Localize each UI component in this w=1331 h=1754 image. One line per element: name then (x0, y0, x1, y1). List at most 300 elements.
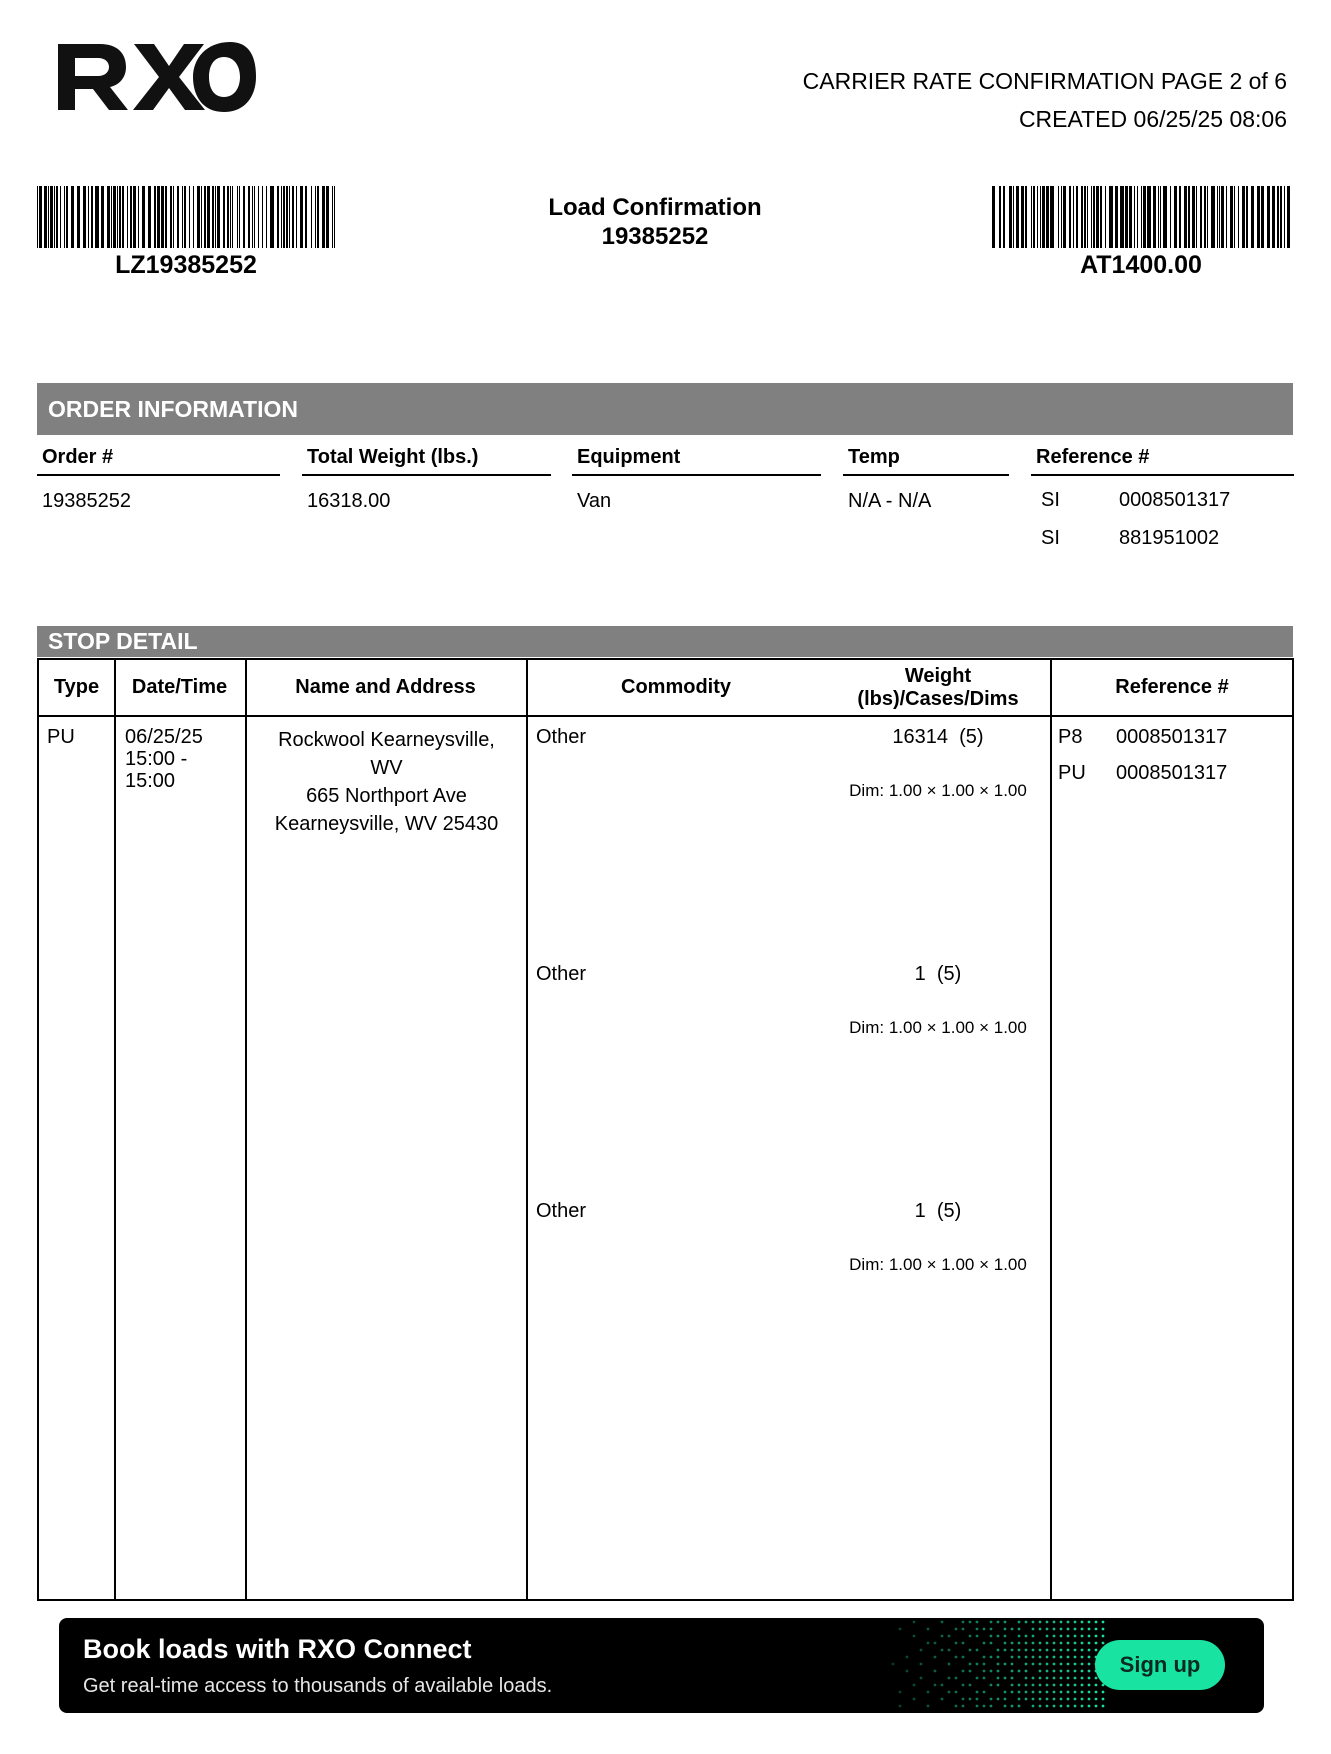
barcode-bar (1221, 186, 1224, 248)
banner-dot (983, 1670, 986, 1673)
banner-dot (976, 1677, 979, 1680)
banner-dot (1088, 1656, 1091, 1659)
banner-dot (990, 1621, 993, 1624)
barcode-bar (56, 186, 58, 248)
barcode-bar (237, 186, 238, 248)
banner-dot (1102, 1621, 1105, 1624)
banner-dot (969, 1684, 972, 1687)
banner-dot (1088, 1705, 1091, 1708)
commodity-dims: Dim: 1.00 × 1.00 × 1.00 (849, 1018, 1027, 1037)
banner-dot (962, 1628, 965, 1631)
barcode-bar (1013, 186, 1014, 248)
equipment-column (572, 446, 821, 513)
banner-dot (1039, 1663, 1042, 1666)
banner-dot (892, 1663, 895, 1666)
reference-header: Reference # (1031, 446, 1294, 476)
barcode-bar (64, 186, 65, 248)
barcode-bar (212, 186, 214, 248)
banner-dot (1046, 1621, 1049, 1624)
barcode-bar (54, 186, 55, 248)
barcode-bar (1284, 186, 1285, 248)
banner-dot (1046, 1670, 1049, 1673)
banner-dot (1095, 1649, 1098, 1652)
banner-dot (997, 1677, 1000, 1680)
banner-subtitle: Get real-time access to thousands of available loads. (83, 1675, 553, 1697)
banner-dot (990, 1705, 993, 1708)
rxo-connect-banner[interactable] (59, 1618, 1264, 1713)
banner-dot (948, 1691, 951, 1694)
weight-header (826, 660, 1050, 715)
barcode-bar (1179, 186, 1181, 248)
barcode-bar (201, 186, 202, 248)
banner-dot (1025, 1670, 1028, 1673)
barcode-bar (148, 186, 151, 248)
banner-dot (1074, 1656, 1077, 1659)
banner-dot (1004, 1691, 1007, 1694)
barcode-bar (83, 186, 86, 248)
banner-dot (913, 1635, 916, 1638)
barcode-bar (305, 186, 307, 248)
banner-dot (1067, 1698, 1070, 1701)
barcode-bar (1277, 186, 1279, 248)
barcode-right-label: AT1400.00 (1080, 251, 1202, 279)
barcode-bar (1238, 186, 1239, 248)
barcode-bar (60, 186, 61, 248)
barcode-bar (1251, 186, 1254, 248)
banner-dot (1025, 1635, 1028, 1638)
barcode-bar (1076, 186, 1078, 248)
banner-dot (1025, 1621, 1028, 1624)
banner-dot (1053, 1691, 1056, 1694)
banner-dot (983, 1663, 986, 1666)
barcode-bar (127, 186, 128, 248)
banner-dot (969, 1670, 972, 1673)
barcode-bar (1100, 186, 1102, 248)
barcode-bar (227, 186, 229, 248)
load-confirmation-heading (505, 193, 805, 251)
banner-dot (1067, 1656, 1070, 1659)
barcode-bar (1242, 186, 1245, 248)
banner-dot (1081, 1684, 1084, 1687)
barcode-bar (138, 186, 139, 248)
barcode-bar (130, 186, 132, 248)
barcode-bar (182, 186, 183, 248)
reference-type: SI (1041, 488, 1060, 511)
banner-dot (969, 1698, 972, 1701)
banner-dot (983, 1628, 986, 1631)
banner-dot (934, 1642, 937, 1645)
equipment-header: Equipment (572, 446, 821, 476)
barcode-bar (1267, 186, 1270, 248)
barcode-bar (311, 186, 312, 248)
banner-dot (955, 1656, 958, 1659)
barcode-bar (50, 186, 53, 248)
commodity-weight: 1 (5) (914, 963, 962, 985)
banner-dot (1018, 1635, 1021, 1638)
reference-value: 881951002 (1119, 526, 1220, 549)
banner-dot (1095, 1684, 1098, 1687)
stop-date: 06/25/25 (125, 726, 203, 748)
barcode-bar (173, 186, 174, 248)
barcode-left-label: LZ19385252 (115, 251, 257, 279)
commodity-name: Other (536, 726, 587, 748)
banner-dot (962, 1621, 965, 1624)
commodity-name: Other (536, 1200, 587, 1222)
banner-dot (1025, 1663, 1028, 1666)
banner-dot (1081, 1670, 1084, 1673)
banner-dot (1046, 1677, 1049, 1680)
banner-dot (1053, 1698, 1056, 1701)
barcode-bar (77, 186, 80, 248)
banner-dot (1053, 1628, 1056, 1631)
banner-dot (1067, 1684, 1070, 1687)
banner-dot (913, 1684, 916, 1687)
barcode-bar (992, 186, 995, 248)
barcode-bar (1219, 186, 1220, 248)
banner-dot (899, 1705, 902, 1708)
banner-dot (1011, 1649, 1014, 1652)
banner-dot (955, 1642, 958, 1645)
total-weight-column (302, 446, 551, 513)
barcode-bar (119, 186, 121, 248)
banner-dot (1074, 1663, 1077, 1666)
reference-row (1031, 519, 1294, 557)
banner-dot (997, 1670, 1000, 1673)
banner-dot (1018, 1642, 1021, 1645)
banner-dot (1025, 1656, 1028, 1659)
sign-up-button[interactable]: Sign up (1095, 1640, 1225, 1690)
stop-reference-type: PU (1058, 762, 1086, 784)
commodity-name: Other (536, 963, 587, 985)
banner-dot (1053, 1705, 1056, 1708)
banner-dot (1039, 1670, 1042, 1673)
banner-dot (1081, 1642, 1084, 1645)
banner-dot (1088, 1677, 1091, 1680)
banner-dot (1067, 1635, 1070, 1638)
banner-dot (1018, 1656, 1021, 1659)
banner-dot (1088, 1621, 1091, 1624)
banner-dot (976, 1628, 979, 1631)
banner-dot (1032, 1705, 1035, 1708)
barcode-bar (1040, 186, 1041, 248)
total-weight-header: Total Weight (lbs.) (302, 446, 551, 476)
barcode-bar (113, 186, 116, 248)
banner-dot (997, 1656, 1000, 1659)
banner-dot (1004, 1621, 1007, 1624)
barcode-bar (1147, 186, 1151, 248)
stop-city-state-zip: Kearneysville, WV 25430 (274, 813, 499, 835)
banner-dot (1074, 1698, 1077, 1701)
banner-dot (983, 1656, 986, 1659)
banner-dot (906, 1656, 909, 1659)
banner-dot (1039, 1684, 1042, 1687)
banner-dot (969, 1663, 972, 1666)
banner-dot (948, 1663, 951, 1666)
banner-dot (948, 1635, 951, 1638)
barcode-bar (66, 186, 68, 248)
barcode-bar (161, 186, 164, 248)
barcode-bar (1174, 186, 1177, 248)
banner-dot (1053, 1663, 1056, 1666)
banner-dot (1018, 1691, 1021, 1694)
banner-dot (997, 1621, 1000, 1624)
page-title: CARRIER RATE CONFIRMATION PAGE 2 of 6 (802, 68, 1287, 94)
banner-dot (1039, 1677, 1042, 1680)
banner-dot (976, 1621, 979, 1624)
barcode-bar (1137, 186, 1138, 248)
banner-dot (1004, 1628, 1007, 1631)
barcode-bar (37, 186, 38, 248)
barcode-bar (207, 186, 210, 248)
barcode-bar (1087, 186, 1088, 248)
barcode-bar (1234, 186, 1235, 248)
dot-pattern-decoration (889, 1618, 1109, 1713)
barcode-bar (1033, 186, 1035, 248)
banner-dot (941, 1635, 944, 1638)
banner-dot (976, 1705, 979, 1708)
barcode-bar (154, 186, 156, 248)
stop-time-to: 15:00 (125, 770, 176, 792)
stop-time-from: 15:00 - (125, 748, 188, 770)
banner-dot (1095, 1691, 1098, 1694)
stop-reference-value: 0008501317 (1116, 726, 1228, 748)
banner-dot (1067, 1677, 1070, 1680)
barcode-bar (1125, 186, 1128, 248)
barcode-bar (1096, 186, 1099, 248)
barcode-bar (1200, 186, 1202, 248)
stop-name-address (247, 726, 526, 838)
barcode-bar (332, 186, 333, 248)
banner-dot (1011, 1677, 1014, 1680)
banner-dot (1102, 1642, 1105, 1645)
banner-dot (941, 1621, 944, 1624)
banner-dot (1060, 1635, 1063, 1638)
barcode-bar (1009, 186, 1012, 248)
barcode-bar (1163, 186, 1167, 248)
banner-dot (1032, 1656, 1035, 1659)
banner-dot (1032, 1635, 1035, 1638)
type-header: Type (53, 676, 100, 698)
banner-dot (1060, 1656, 1063, 1659)
banner-dot (1074, 1677, 1077, 1680)
banner-dot (1067, 1663, 1070, 1666)
load-confirmation-title: Load Confirmation (548, 194, 762, 221)
stop-reference-value: 0008501317 (1116, 762, 1228, 784)
banner-dot (1032, 1642, 1035, 1645)
barcode-bar (1207, 186, 1208, 248)
banner-dot (906, 1670, 909, 1673)
stop-address: 665 Northport Ave (306, 785, 467, 807)
stop-detail-header: STOP DETAIL (37, 626, 1293, 657)
banner-dot (1032, 1649, 1035, 1652)
banner-dot (1081, 1698, 1084, 1701)
barcode-bar (262, 186, 263, 248)
barcode-bar (239, 186, 240, 248)
barcode-bar (1192, 186, 1195, 248)
banner-dot (997, 1663, 1000, 1666)
banner-dot (941, 1649, 944, 1652)
stop-reference-type: P8 (1058, 726, 1083, 748)
barcode-bar (315, 186, 316, 248)
banner-dot (962, 1684, 965, 1687)
barcode-bar (1042, 186, 1045, 248)
barcode-bar (1170, 186, 1171, 248)
barcode-bar (1261, 186, 1264, 248)
banner-dot (1088, 1698, 1091, 1701)
barcode-right (992, 186, 1290, 248)
banner-dot (1018, 1705, 1021, 1708)
banner-dot (1067, 1649, 1070, 1652)
commodity-dims: Dim: 1.00 × 1.00 × 1.00 (849, 1255, 1027, 1274)
banner-dot (1060, 1684, 1063, 1687)
banner-dot (976, 1691, 979, 1694)
barcode-bar (1025, 186, 1027, 248)
banner-dot (1032, 1621, 1035, 1624)
barcode-bar (1160, 186, 1161, 248)
banner-dot (927, 1628, 930, 1631)
banner-dot (962, 1642, 965, 1645)
barcode-bar (1073, 186, 1074, 248)
banner-dot (1074, 1642, 1077, 1645)
banner-dot (990, 1698, 993, 1701)
name-address-header: Name and Address (295, 676, 476, 698)
barcode-bar (317, 186, 319, 248)
commodity-dims: Dim: 1.00 × 1.00 × 1.00 (849, 781, 1027, 800)
barcode-bar (1226, 186, 1227, 248)
banner-dot (1046, 1705, 1049, 1708)
banner-dot (934, 1656, 937, 1659)
banner-dot (1053, 1635, 1056, 1638)
banner-dot (913, 1698, 916, 1701)
banner-dot (1053, 1677, 1056, 1680)
banner-dot (997, 1635, 1000, 1638)
banner-dot (1046, 1649, 1049, 1652)
barcode-bar (277, 186, 279, 248)
banner-dot (1046, 1691, 1049, 1694)
banner-dot (1095, 1705, 1098, 1708)
barcode-bar (254, 186, 255, 248)
barcode-bar (1046, 186, 1049, 248)
banner-dot (1067, 1628, 1070, 1631)
banner-dot (1004, 1705, 1007, 1708)
barcode-bar (1084, 186, 1086, 248)
banner-dot (1053, 1642, 1056, 1645)
barcode-bar (1230, 186, 1233, 248)
banner-dot (983, 1691, 986, 1694)
banner-dot (1053, 1656, 1056, 1659)
barcode-bar (1280, 186, 1282, 248)
order-number-value: 19385252 (42, 490, 131, 512)
barcode-bar (122, 186, 124, 248)
banner-dot (1102, 1635, 1105, 1638)
barcode-bar (266, 186, 267, 248)
banner-dot (1081, 1691, 1084, 1694)
barcode-bar (71, 186, 74, 248)
header-info (803, 62, 1287, 138)
barcode-bar (1272, 186, 1275, 248)
temp-value: N/A - N/A (848, 490, 932, 512)
stop-reference-row (1058, 762, 1227, 784)
banner-dot (1039, 1628, 1042, 1631)
banner-dot (983, 1642, 986, 1645)
banner-dot (1095, 1698, 1098, 1701)
stop-name-line1: Rockwool Kearneysville, (278, 729, 495, 751)
barcode-bar (1058, 186, 1059, 248)
banner-dot (1081, 1649, 1084, 1652)
banner-dot (1025, 1691, 1028, 1694)
barcode-bar (1129, 186, 1132, 248)
barcode-bar (193, 186, 194, 248)
barcode-bar (44, 186, 47, 248)
banner-dot (899, 1691, 902, 1694)
banner-dot (1011, 1642, 1014, 1645)
barcode-bar (1134, 186, 1135, 248)
banner-dot (1053, 1684, 1056, 1687)
banner-dot (1067, 1670, 1070, 1673)
banner-dot (1088, 1691, 1091, 1694)
banner-dot (1074, 1684, 1077, 1687)
banner-dot (913, 1621, 916, 1624)
banner-dot (1011, 1670, 1014, 1673)
banner-dot (1088, 1670, 1091, 1673)
barcode-bar (1196, 186, 1197, 248)
banner-dot (1067, 1705, 1070, 1708)
barcode-bar (1204, 186, 1206, 248)
barcode-bar (322, 186, 325, 248)
barcode-bar (117, 186, 118, 248)
barcode-bar (39, 186, 42, 248)
barcode-bar (91, 186, 93, 248)
banner-dot (1074, 1621, 1077, 1624)
temp-column (843, 446, 1009, 513)
banner-dot (1060, 1670, 1063, 1673)
banner-dot (962, 1656, 965, 1659)
banner-dot (1088, 1684, 1091, 1687)
banner-dot (1011, 1705, 1014, 1708)
barcode-bar (142, 186, 145, 248)
banner-dot (934, 1670, 937, 1673)
barcode-bar (1217, 186, 1218, 248)
banner-dot (976, 1698, 979, 1701)
reference-row (1031, 481, 1294, 519)
stop-detail-table (37, 658, 1294, 1601)
banner-dot (1060, 1663, 1063, 1666)
banner-dot (1046, 1684, 1049, 1687)
banner-dot (955, 1677, 958, 1680)
banner-dot (1018, 1684, 1021, 1687)
banner-dot (948, 1677, 951, 1680)
banner-dot (1095, 1635, 1098, 1638)
banner-dot (1060, 1677, 1063, 1680)
barcode-bar (95, 186, 99, 248)
barcode-bar (1093, 186, 1095, 248)
banner-dot (997, 1698, 1000, 1701)
banner-dot (1046, 1642, 1049, 1645)
barcode-bar (177, 186, 179, 248)
barcode-bar (292, 186, 294, 248)
barcode-bar (88, 186, 89, 248)
banner-dot (1060, 1642, 1063, 1645)
banner-dot (1067, 1621, 1070, 1624)
banner-dot (983, 1677, 986, 1680)
banner-dot (990, 1670, 993, 1673)
banner-dot (969, 1635, 972, 1638)
barcode-left (37, 186, 335, 248)
banner-dot (1074, 1649, 1077, 1652)
barcode-bar (283, 186, 285, 248)
barcode-bar (258, 186, 259, 248)
table-header-divider (39, 715, 1292, 717)
